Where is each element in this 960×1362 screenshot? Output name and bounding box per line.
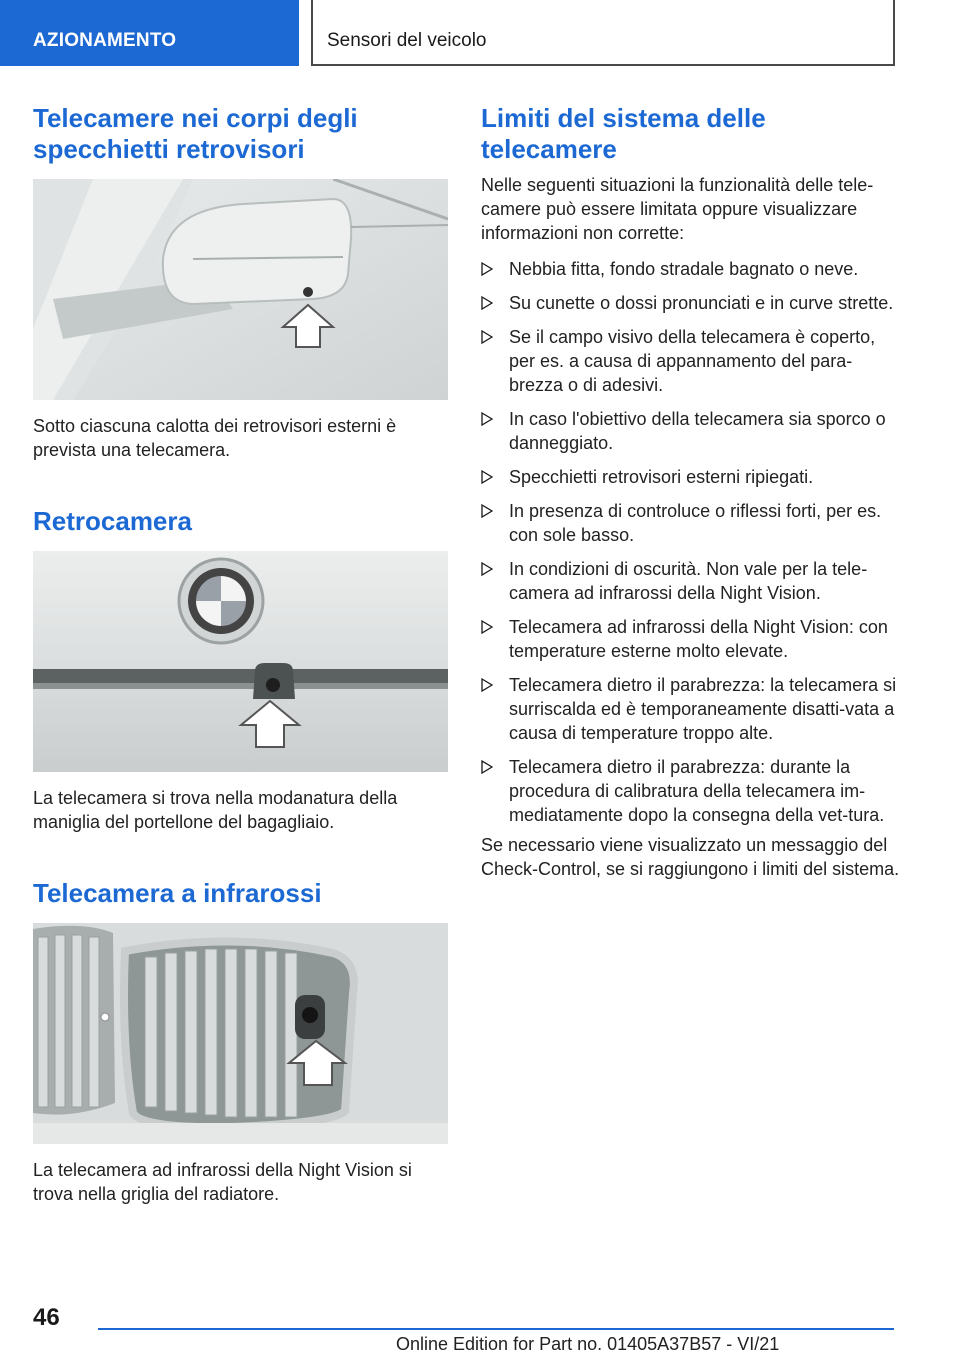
edition-note: Online Edition for Part no. 01405A37B57 - VI/21: [396, 1334, 780, 1354]
list-item-text: Se il campo visivo della telecamera è coperto, per es. a causa di appannamento del para‐brezza o di adesivi.: [509, 327, 876, 395]
triangle-bullet-icon: [481, 678, 493, 692]
limits-intro: Nelle seguenti situazioni la funzionalità delle tele‐camere può essere limitata oppure visualizzare informazioni non corrette:: [481, 175, 874, 243]
triangle-bullet-icon: [481, 262, 493, 276]
list-item-text: Specchietti retrovisori esterni ripiegati.: [509, 467, 814, 487]
infrared-camera-illustration: [33, 923, 448, 1144]
list-item: [481, 673, 901, 745]
list-item: [481, 291, 901, 315]
list-item-text: Nebbia fitta, fondo stradale bagnato o neve.: [509, 259, 859, 279]
right-column: [481, 100, 901, 881]
list-item: [481, 499, 901, 547]
caption-rear-camera: La telecamera si trova nella modanatura della maniglia del portellone del bagagliaio.: [33, 788, 398, 832]
left-column: [33, 100, 448, 1206]
list-item: [481, 465, 901, 489]
list-item-text: Su cunette o dossi pronunciati e in curve strette.: [509, 293, 894, 313]
list-item-text: Telecamera ad infrarossi della Night Vision: con temperature esterne molto elevate.: [509, 617, 888, 661]
heading-mirror-cameras: Telecamere nei corpi degli specchietti retrovisori: [33, 103, 358, 164]
list-item: [481, 615, 901, 663]
page-number: 46: [33, 1304, 60, 1331]
list-item: [481, 257, 901, 281]
mirror-camera-illustration: [33, 179, 448, 400]
heading-infrared-camera: Telecamera a infrarossi: [33, 878, 322, 908]
section-label: AZIONAMENTO: [33, 30, 177, 51]
chapter-tab: [311, 0, 895, 66]
list-item-text: In condizioni di oscurità. Non vale per la tele‐camera ad infrarossi della Night Vision.: [509, 559, 868, 603]
limits-list: [481, 257, 901, 827]
triangle-bullet-icon: [481, 330, 493, 344]
footer-rule: [98, 1328, 894, 1330]
caption-infrared-camera: La telecamera ad infrarossi della Night Vision si trova nella griglia del radiatore.: [33, 1160, 412, 1204]
triangle-bullet-icon: [481, 504, 493, 518]
triangle-bullet-icon: [481, 412, 493, 426]
triangle-bullet-icon: [481, 562, 493, 576]
rear-camera-illustration: [33, 551, 448, 772]
list-item-text: In caso l'obiettivo della telecamera sia sporco o danneggiato.: [509, 409, 886, 453]
triangle-bullet-icon: [481, 760, 493, 774]
triangle-bullet-icon: [481, 470, 493, 484]
limits-outro: Se necessario viene visualizzato un messaggio del Check-Control, se si raggiungono i limiti del sistema.: [481, 835, 900, 879]
list-item: [481, 755, 901, 827]
list-item-text: Telecamera dietro il parabrezza: la telecamera si surriscalda ed è temporaneamente disatti‐vata a causa di temperature troppo alte.: [509, 675, 897, 743]
list-item-text: Telecamera dietro il parabrezza: durante la procedura di calibratura della telecamera im‐mediatamente dopo la consegna della vet‐tura.: [509, 757, 885, 825]
chapter-label: Sensori del veicolo: [327, 30, 487, 51]
triangle-bullet-icon: [481, 620, 493, 634]
heading-system-limits: Limiti del sistema delle telecamere: [481, 103, 766, 164]
heading-rear-camera: Retrocamera: [33, 506, 192, 536]
triangle-bullet-icon: [481, 296, 493, 310]
list-item-text: In presenza di controluce o riflessi forti, per es. con sole basso.: [509, 501, 882, 545]
list-item: [481, 407, 901, 455]
section-tab: [0, 0, 299, 66]
list-item: [481, 557, 901, 605]
list-item: [481, 325, 901, 397]
caption-mirror-cameras: Sotto ciascuna calotta dei retrovisori esterni è prevista una telecamera.: [33, 416, 397, 460]
